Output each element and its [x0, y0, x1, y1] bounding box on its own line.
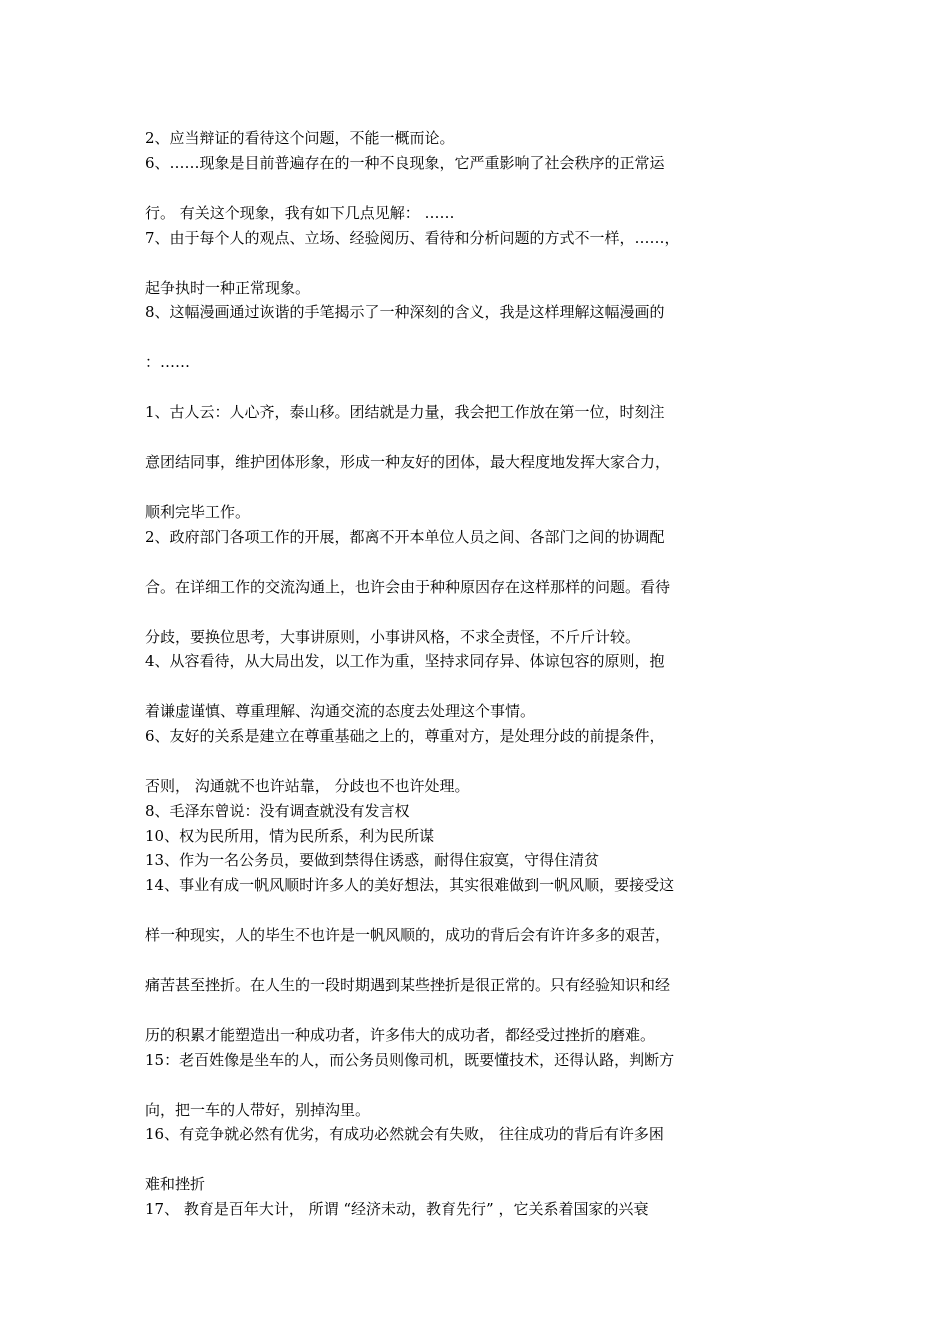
text-line: 15：老百姓像是坐车的人，而公务员则像司机，既要懂技术，还得认路，判断方	[145, 1051, 675, 1069]
text-line: 意团结同事，维护团体形象，形成一种友好的团体，最大程度地发挥大家合力，	[145, 453, 671, 471]
text-line: 2、政府部门各项工作的开展，都离不开本单位人员之间、各部门之间的协调配	[145, 528, 665, 546]
text-line: 13、作为一名公务员，要做到禁得住诱惑，耐得住寂寞，守得住清贫	[145, 851, 600, 869]
text-line: 1、古人云：人心齐，泰山移。团结就是力量，我会把工作放在第一位，时刻注	[145, 403, 665, 421]
text-line: 合。在详细工作的交流沟通上，也许会由于种种原因存在这样那样的问题。看待	[145, 578, 671, 596]
text-line: 6、……现象是目前普遍存在的一种不良现象，它严重影响了社会秩序的正常运	[145, 154, 665, 172]
text-line: 分歧，要换位思考，大事讲原则，小事讲风格，不求全责怪，不斤斤计较。	[145, 628, 641, 646]
text-line: 否则， 沟通就不也许站靠， 分歧也不也许处理。	[145, 777, 470, 795]
text-line: 8、这幅漫画通过诙谐的手笔揭示了一种深刻的含义，我是这样理解这幅漫画的	[145, 303, 665, 321]
text-line: 17、 教育是百年大计， 所谓 “经济未动，教育先行” ，它关系着国家的兴衰	[145, 1200, 649, 1218]
text-line: ：……	[145, 353, 191, 371]
text-line: 16、有竞争就必然有优劣，有成功必然就会有失败， 往往成功的背后有许多困	[145, 1125, 664, 1143]
text-line: 7、由于每个人的观点、立场、经验阅历、看待和分析问题的方式不一样，……，	[145, 229, 680, 247]
text-line: 10、权为民所用，情为民所系，利为民所谋	[145, 827, 435, 845]
text-line: 顺利完毕工作。	[145, 503, 251, 521]
text-line: 行。 有关这个现象，我有如下几点见解： ……	[145, 204, 455, 222]
text-line: 难和挫折	[145, 1175, 206, 1193]
text-line: 14、事业有成一帆风顺时许多人的美好想法，其实很难做到一帆风顺，要接受这	[145, 876, 675, 894]
text-line: 痛苦甚至挫折。在人生的一段时期遇到某些挫折是很正常的。只有经验知识和经	[145, 976, 671, 994]
text-line: 着谦虚谨慎、尊重理解、沟通交流的态度去处理这个事情。	[145, 702, 536, 720]
text-line: 6、友好的关系是建立在尊重基础之上的，尊重对方，是处理分歧的前提条件，	[145, 727, 665, 745]
text-line: 2、应当辩证的看待这个问题，不能一概而论。	[145, 129, 455, 147]
text-line: 8、毛泽东曾说：没有调查就没有发言权	[145, 802, 410, 820]
text-line: 起争执时一种正常现象。	[145, 279, 311, 297]
text-line: 向，把一车的人带好，别掉沟里。	[145, 1101, 371, 1119]
text-line: 4、从容看待，从大局出发，以工作为重，坚持求同存异、体谅包容的原则，抱	[145, 652, 665, 670]
text-line: 样一种现实，人的毕生不也许是一帆风顺的，成功的背后会有许许多多的艰苦，	[145, 926, 671, 944]
text-line: 历的积累才能塑造出一种成功者，许多伟大的成功者，都经受过挫折的磨难。	[145, 1026, 656, 1044]
